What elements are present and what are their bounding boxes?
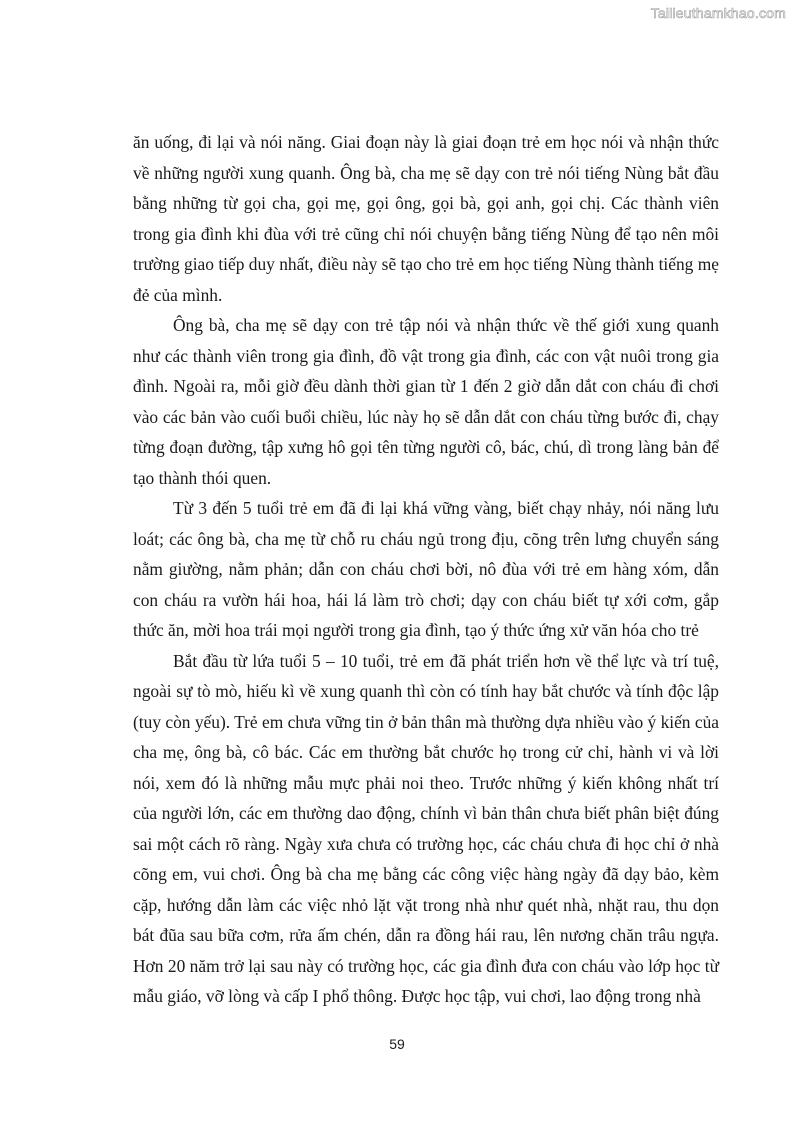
paragraph: Bắt đầu từ lứa tuổi 5 – 10 tuổi, trẻ em đã phát triển hơn về thể lực và trí tuệ, ngoài sự tò mò, hiếu kì về xung quanh thì còn có tính hay bắt chước và tính độc lập (tuy còn yếu). Trẻ em chưa vững tin ở bản thân mà thường dựa nhiều vào ý kiến của cha mẹ, ông bà, cô bác. Các em thường bắt chước họ trong cử chỉ, hành vi và lời nói, xem đó là những mẫu mực phải noi theo. Trước những ý kiến không nhất trí của người lớn, các em thường dao động, chính vì bản thân chưa biết phân biệt đúng sai một cách rõ ràng. Ngày xưa chưa có trường học, các cháu chưa đi học chỉ ở nhà cõng em, vui chơi. Ông bà cha mẹ bằng các công việc hàng ngày đã dạy bảo, kèm cặp, hướng dẫn làm các việc nhỏ lặt vặt trong nhà như quét nhà, nhặt rau, thu dọn bát đũa sau bữa cơm, rửa ấm chén, dẫn ra đồng hái rau, lên nương chăn trâu ngựa. Hơn 20 năm trở lại sau này có trường học, các gia đình đưa con cháu vào lớp học từ mẫu giáo, vỡ lòng và cấp I phổ thông. Được học tập, vui chơi, lao động trong nhà [133,650,719,1006]
page-number: 59 [389,1036,405,1052]
page-body [133,127,719,1012]
paragraph: Ông bà, cha mẹ sẽ dạy con trẻ tập nói và nhận thức về thế giới xung quanh như các thành viên trong gia đình, đồ vật trong gia đình, các con vật nuôi trong gia đình. Ngoài ra, mỗi giờ đều dành thời gian từ 1 đến 2 giờ dẫn dắt con cháu đi chơi vào các bản vào cuối buổi chiều, lúc này họ sẽ dẫn dắt con cháu từng bước đi, chạy từng đoạn đường, tập xưng hô gọi tên từng người cô, bác, chú, dì trong làng bản để tạo thành thói quen. [133,315,719,488]
watermark-text: Tailieuthamkhao.com [650,5,786,21]
paragraph: Từ 3 đến 5 tuổi trẻ em đã đi lại khá vững vàng, biết chạy nhảy, nói năng lưu loát; các ông bà, cha mẹ từ chỗ ru cháu ngủ trong địu, cõng trên lưng chuyển sáng nằm giường, nằm phản; dẫn con cháu chơi bời, nô đùa với trẻ em hàng xóm, dẫn con cháu ra vườn hái hoa, hái lá làm trò chơi; dạy con cháu biết tự xới cơm, gắp thức ăn, mời hoa trái mọi người trong gia đình, tạo ý thức ứng xử văn hóa cho trẻ [133,498,719,640]
paragraph: ăn uống, đi lại và nói năng. Giai đoạn này là giai đoạn trẻ em học nói và nhận thức về những người xung quanh. Ông bà, cha mẹ sẽ dạy con trẻ nói tiếng Nùng bắt đầu bằng những từ gọi cha, gọi mẹ, gọi ông, gọi bà, gọi anh, gọi chị. Các thành viên trong gia đình khi đùa với trẻ cũng chỉ nói chuyện bằng tiếng Nùng để tạo nên môi trường giao tiếp duy nhất, điều này sẽ tạo cho trẻ em học tiếng Nùng thành tiếng mẹ đẻ của mình. [133,132,719,305]
